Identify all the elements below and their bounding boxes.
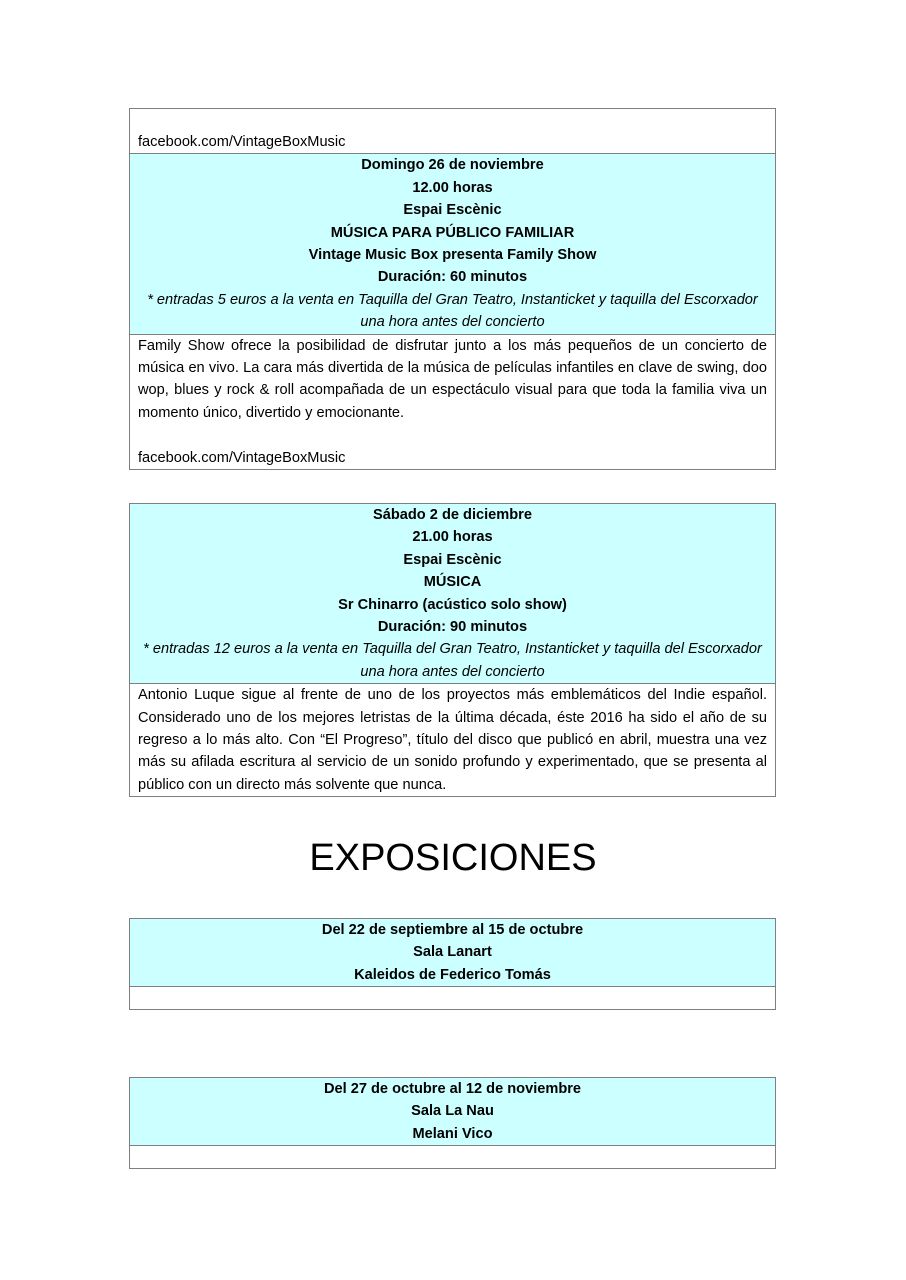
event-title: Vintage Music Box presenta Family Show (308, 247, 597, 264)
exhibition-empty-cell (130, 1145, 775, 1168)
event-category: MÚSICA PARA PÚBLICO FAMILIAR (330, 224, 575, 241)
event-date: Domingo 26 de noviembre (361, 157, 544, 174)
event-description-cell (130, 683, 775, 796)
event-category: MÚSICA (423, 574, 482, 591)
event-header (130, 504, 775, 683)
event-description-cell (130, 334, 775, 469)
exhibition-venue: Sala La Nau (411, 1103, 494, 1120)
exhibition-dates: Del 27 de octubre al 12 de noviembre (323, 1081, 582, 1097)
event-title: Sr Chinarro (acústico solo show) (338, 596, 567, 613)
event-table-sr-chinarro (129, 503, 776, 797)
exhibition-empty-cell (130, 986, 775, 1009)
event-description: Family Show ofrece la posibilidad de disfrutar junto a los más pequeños de un concierto de música en vivo. La cara más divertida de la música de películas infantiles en clave de swing, doo wop, blues y rock & roll acompañada de un espectáculo visual para que toda la familia viva un momento único, divertido y emocionante. (138, 337, 767, 421)
exhibition-venue: Sala Lanart (413, 944, 492, 961)
event-header (130, 153, 775, 333)
exhibition-header (130, 1078, 775, 1145)
event-duration: Duración: 90 minutos (377, 619, 528, 636)
exhibition-table (129, 1077, 776, 1169)
event-table-family-show (129, 108, 776, 470)
event-date: Sábado 2 de diciembre (373, 507, 532, 523)
event-venue: Espai Escènic (403, 551, 502, 568)
section-title: EXPOSICIONES (309, 837, 597, 879)
event-prev-link-cell (130, 109, 775, 153)
exhibition-title: Melani Vico (412, 1125, 493, 1142)
event-description: Antonio Luque sigue al frente de uno de los proyectos más emblemáticos del Indie español. Considerado uno de los mejores letristas de la última década, éste 2016 ha sido el año de su regreso a lo más alto. Con “El Progreso”, título del disco que publicó en abril, muestra una vez más su afilada escritura al servicio de un sonido profundo y experimentado, que se presenta al público con un directo más solvente que nunca. (138, 687, 767, 793)
exhibition-dates: Del 22 de septiembre al 15 de octubre (321, 922, 584, 938)
exhibition-table (129, 918, 776, 1010)
facebook-link[interactable]: facebook.com/VintageBoxMusic (138, 134, 346, 150)
event-time: 12.00 horas (412, 179, 493, 196)
exhibition-header (130, 919, 775, 986)
event-time: 21.00 horas (412, 529, 493, 546)
event-duration: Duración: 60 minutos (377, 269, 528, 286)
event-tickets: * entradas 12 euros a la venta en Taquilla del Gran Teatro, Instanticket y taquilla del Escorxador una hora antes del concierto (143, 641, 762, 680)
facebook-link[interactable]: facebook.com/VintageBoxMusic (138, 449, 346, 466)
event-tickets: * entradas 5 euros a la venta en Taquilla del Gran Teatro, Instanticket y taquilla del Escorxador una hora antes del concierto (147, 291, 758, 331)
event-venue: Espai Escènic (403, 202, 502, 219)
exhibition-title: Kaleidos de Federico Tomás (354, 966, 551, 983)
